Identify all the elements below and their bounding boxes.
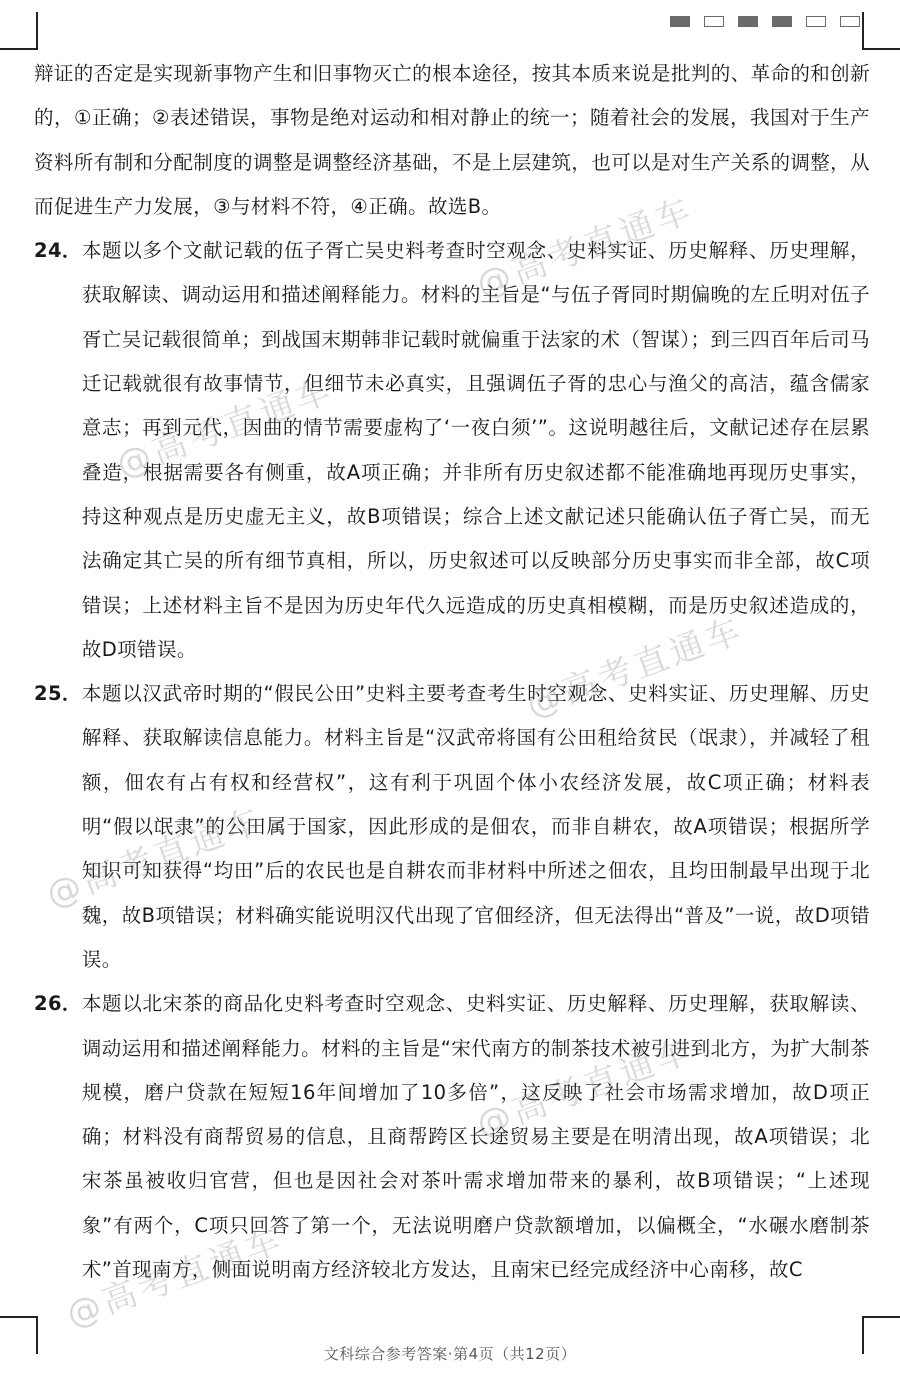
header-mark <box>772 16 792 27</box>
item-text: 本题以北宋茶的商品化史料考查时空观念、史料实证、历史解释、历史理解，获取解读、调动运用和描述阐释能力。材料的主旨是“宋代南方的制茶技术被引进到北方，为扩大制茶规模，磨户贷款在短短16年间增加了10多倍”，这反映了社会市场需求增加，故D项正确；材料没有商帮贸易的信息，且商帮跨区长途贸易主要是在明清出现，故A项错误；北宋茶虽被收归官营，但也是因社会对茶叶需求增加带来的暴利，故B项错误；“上述现象”有两个，C项只回答了第一个，无法说明磨户贷款额增加，以偏概全，“水碾水磨制茶术”首现南方，侧面说明南方经济较北方发达，且南宋已经完成经济中心南移，故C <box>81 992 870 1282</box>
page-footer: 文科综合参考答案·第4页（共12页） <box>323 1345 577 1363</box>
intro-paragraph: 辩证的否定是实现新事物产生和旧事物灭亡的根本途径，按其本质来说是批判的、革命的和创新的，①正确；②表述错误，事物是绝对运动和相对静止的统一；随着社会的发展，我国对于生产资料所有制和分配制度的调整是调整经济基础，不是上层建筑，也可以是对生产关系的调整，从而促进生产力发展，③与材料不符，④正确。故选B。 <box>34 62 870 218</box>
answer-item-25 <box>34 672 870 982</box>
answer-item-24 <box>34 229 870 672</box>
watermark: @高考直通车 <box>61 1220 290 1336</box>
item-text: 本题以汉武帝时期的“假民公田”史料主要考查考生时空观念、史料实证、历史理解、历史解释、获取解读信息能力。材料主旨是“汉武帝将国有公田租给贫民（氓隶），并减轻了租额，佃农有占有权和经营权”，这有利于巩固个体小农经济发展，故C项正确；材料表明“假以氓隶”的公田属于国家，因此形成的是佃农，而非自耕农，故A项错误；根据所学知识可知获得“均田”后的农民也是自耕农而非材料中所述之佃农，且均田制最早出现于北魏，故B项错误；材料确实能说明汉代出现了官佃经济，但无法得出“普及”一说，故D项错误。 <box>81 682 870 971</box>
header-mark <box>738 16 758 27</box>
header-marks <box>670 16 860 27</box>
watermark: @高考直通车 <box>41 800 270 916</box>
answer-content <box>34 52 870 1292</box>
watermark: @高考直通车 <box>521 610 750 726</box>
item-number: 26． <box>34 992 82 1016</box>
watermark: @高考直通车 <box>471 190 700 306</box>
crop-mark-top-right <box>862 12 900 50</box>
item-number: 25． <box>34 682 82 706</box>
header-mark <box>840 16 860 27</box>
header-mark <box>806 16 826 27</box>
watermark: @高考直通车 <box>111 370 340 486</box>
item-text: 本题以多个文献记载的伍子胥亡吴史料考查时空观念、史料实证、历史解释、历史理解，获取解读、调动运用和描述阐释能力。材料的主旨是“与伍子胥同时期偏晚的左丘明对伍子胥亡吴记载很简单；到战国末期韩非记载时就偏重于法家的术（智谋）；到三四百年后司马迁记载就很有故事情节，但细节未必真实，且强调伍子胥的忠心与渔父的高洁，蕴含儒家意志；再到元代，因曲的情节需要虚构了‘一夜白须’”。这说明越往后，文献记述存在层累叠造，根据需要各有侧重，故A项正确；并非所有历史叙述都不能准确地再现历史事实，持这种观点是历史虚无主义，故B项错误；综合上述文献记述只能确认伍子胥亡吴，而无法确定其亡吴的所有细节真相，所以，历史叙述可以反映部分历史事实而非全部，故C项错误；上述材料主旨不是因为历史年代久远造成的历史真相模糊，而是历史叙述造成的，故D项错误。 <box>81 239 870 661</box>
header-mark <box>704 16 724 27</box>
crop-mark-top-left <box>0 12 38 50</box>
watermark: @高考直通车 <box>471 1030 700 1146</box>
answer-item-26 <box>34 982 870 1292</box>
item-number: 24． <box>34 239 82 263</box>
header-mark <box>670 16 690 27</box>
